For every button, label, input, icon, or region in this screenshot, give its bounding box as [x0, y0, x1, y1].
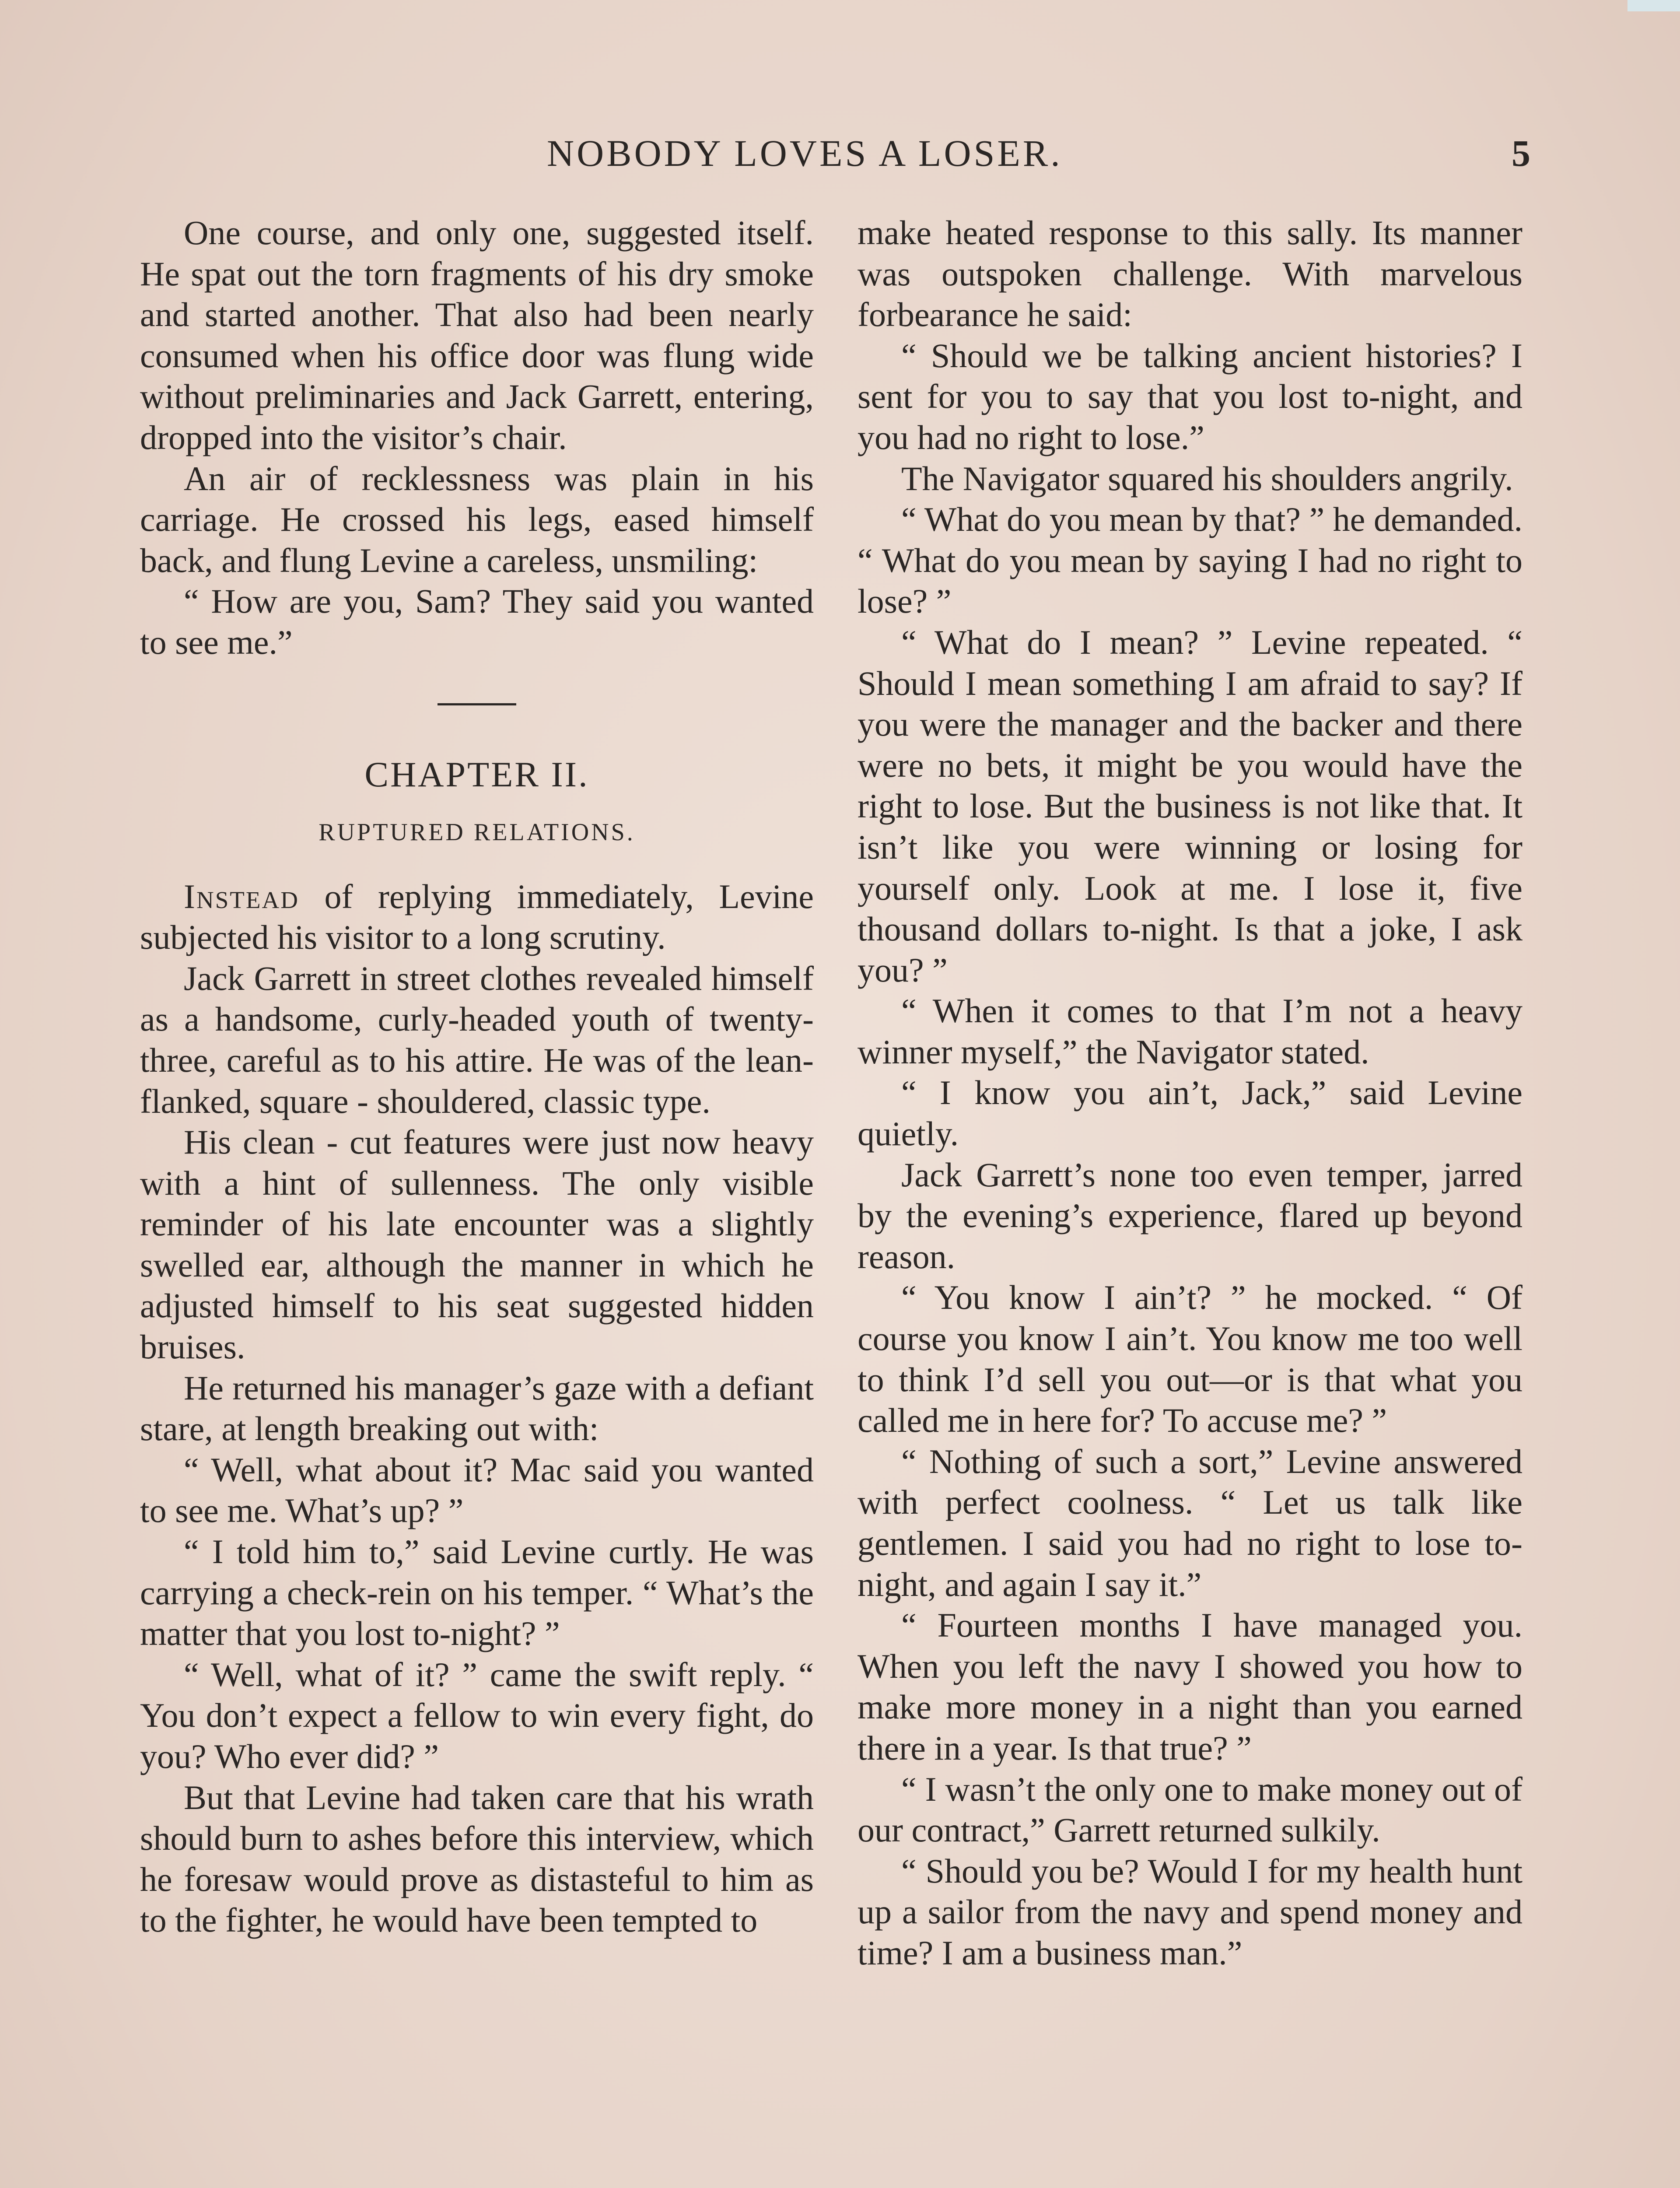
paragraph: “ Well, what of it? ” came the swift reply. “ You don’t expect a fellow to win every fight, do you? Who ever did? ”: [140, 1655, 814, 1775]
paragraph: “ I told him to,” said Levine curtly. He was carrying a check-rein on his temper. “ What’s the matter that you lost to-night? ”: [140, 1532, 814, 1653]
paragraph: “ Nothing of such a sort,” Levine answered with perfect coolness. “ Let us talk like gentlemen. I said you had no right to lose to-night, and again I say it.”: [858, 1442, 1522, 1603]
section-divider: [438, 703, 516, 705]
drop-word: Instead: [184, 877, 299, 915]
paragraph: The Navigator squared his shoulders angrily.: [901, 459, 1513, 498]
paragraph: “ Should we be talking ancient histories? I sent for you to say that you lost to-night, and you had no right to lose.”: [858, 336, 1522, 456]
paragraph: Jack Garrett’s none too even temper, jarred by the evening’s experience, flared up beyond reason.: [858, 1155, 1522, 1276]
paragraph: “ Well, what about it? Mac said you wanted to see me. What’s up? ”: [140, 1450, 814, 1530]
corner-color-mark: [1628, 0, 1680, 11]
right-column: [858, 212, 1522, 1974]
left-column: [140, 212, 814, 1941]
paragraph: “ When it comes to that I’m not a heavy winner myself,” the Navigator stated.: [858, 992, 1522, 1071]
paragraph: “ What do you mean by that? ” he demanded. “ What do you mean by saying I had no right to lose? ”: [858, 500, 1522, 621]
paragraph: make heated response to this sally. Its manner was outspoken challenge. With marvelous forbearance he said:: [858, 214, 1522, 334]
paragraph-text: of replying immediately, Levine subjected his visitor to a long scrutiny.: [140, 877, 814, 957]
page-header: [0, 131, 1680, 184]
paragraph: [140, 876, 814, 958]
paragraph: One course, and only one, suggested itself. He spat out the torn fragments of his dry smoke and started another. That also had been nearly consumed when his office door was flung wide without preliminaries and Jack Garrett, entering, dropped into the visitor’s chair.: [140, 214, 814, 456]
paragraph: “ Fourteen months I have managed you. When you left the navy I showed you how to make more money in a night than you earned there in a year. Is that true? ”: [858, 1606, 1522, 1767]
paragraph: “ You know I ain’t? ” he mocked. “ Of course you know I ain’t. You know me too well to think I’d sell you out—or is that what you called me in here for? To accuse me? ”: [858, 1278, 1522, 1440]
paragraph: He returned his manager’s gaze with a defiant stare, at length breaking out with:: [140, 1368, 814, 1448]
page-number: 5: [1512, 132, 1530, 174]
running-title: NOBODY LOVES A LOSER.: [547, 132, 1063, 174]
paragraph: Jack Garrett in street clothes revealed himself as a handsome, curly-headed youth of twenty-three, careful as to his attire. He was of the lean-flanked, square - shouldered, classic type.: [140, 959, 814, 1120]
paragraph: “ I wasn’t the only one to make money out of our contract,” Garrett returned sulkily.: [858, 1770, 1522, 1849]
chapter-title: CHAPTER II.: [364, 754, 589, 794]
paragraph: An air of recklessness was plain in his carriage. He crossed his legs, eased himself back, and flung Levine a careless, unsmiling:: [140, 459, 814, 579]
paragraph: His clean - cut features were just now heavy with a hint of sullenness. The only visible reminder of his late encounter was a slightly swelled ear, although the manner in which he adjusted himself to his seat suggested hidden bruises.: [140, 1123, 814, 1366]
paragraph: But that Levine had taken care that his wrath should burn to ashes before this interview, which he foresaw would prove as distasteful to him as to the fighter, he would have been tempted to: [140, 1778, 814, 1939]
chapter-subtitle: RUPTURED RELATIONS.: [318, 818, 635, 846]
paragraph: “ How are you, Sam? They said you wanted to see me.”: [140, 582, 814, 661]
paragraph: “ What do I mean? ” Levine repeated. “ Should I mean something I am afraid to say? If you were the manager and the backer and there were no bets, it might be you would have the right to lose. But the business is not like that. It isn’t like you were winning or losing for yourself only. Look at me. I lose it, five thousand dollars to-night. Is that a joke, I ask you? ”: [858, 623, 1522, 989]
paragraph: “ Should you be? Would I for my health hunt up a sailor from the navy and spend money and time? I am a business man.”: [858, 1851, 1522, 1972]
paragraph: “ I know you ain’t, Jack,” said Levine quietly.: [858, 1073, 1522, 1153]
